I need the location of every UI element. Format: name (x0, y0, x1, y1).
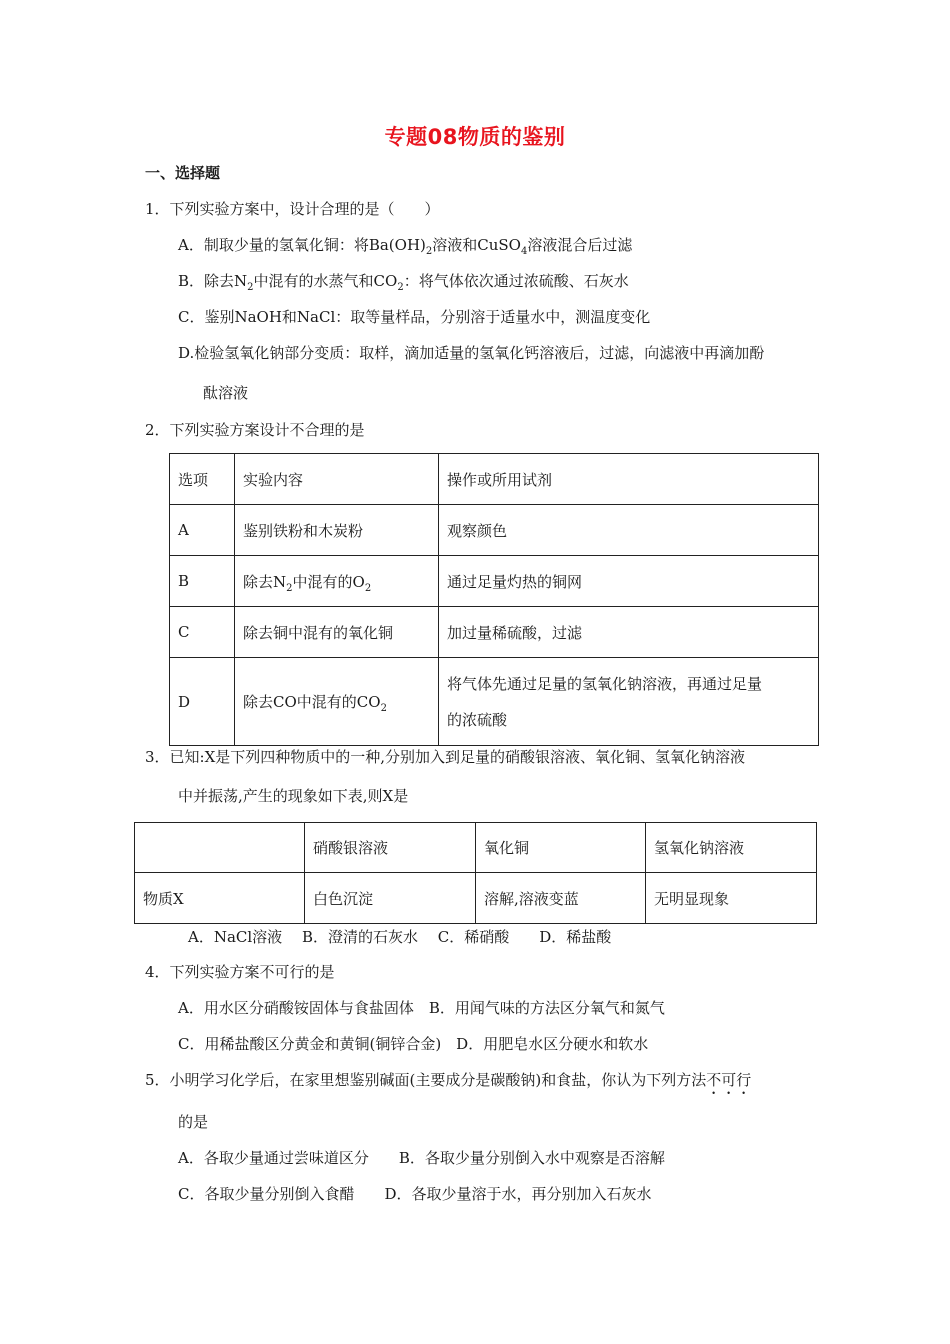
table-cell: 除去CO中混有的$CO_2$ (235, 658, 439, 746)
table-cell: 白色沉淀 (305, 873, 476, 924)
q3-options: A．NaCl溶液 B．澄清的石灰水 C．稀硝酸 D．稀盐酸 (188, 928, 612, 946)
table-cell: D (170, 658, 235, 746)
q4-stem: 4．下列实验方案不可行的是 (145, 963, 335, 981)
q5-stem-cont: 的是 (178, 1113, 209, 1131)
q2-table (169, 453, 819, 746)
table-cell: 物质X (135, 873, 305, 924)
page-title: 专题08物质的鉴别 (384, 125, 566, 149)
q1-option-b: B．除去$N_2$中混有的水蒸气和$CO_2$：将气体依次通过浓硫酸、石灰水 (178, 272, 629, 293)
table-cell: A (170, 505, 235, 556)
q1-option-a: A．制取少量的氢氧化铜：将$Ba(OH)_2$溶液和CuSO$_4$溶液混合后过滤 (178, 236, 633, 257)
table-header-cell (135, 823, 305, 873)
q1-option-d: D.检验氢氧化钠部分变质：取样，滴加适量的氢氧化钙溶液后，过滤，向滤液中再滴加酚 (178, 344, 765, 362)
q1-stem: 1．下列实验方案中，设计合理的是（ ） (145, 200, 440, 218)
q5-options-ab: A．各取少量通过尝味道区分 B．各取少量分别倒入水中观察是否溶解 (178, 1149, 665, 1167)
table-row (170, 607, 819, 658)
table-header-cell: 选项 (170, 454, 235, 505)
table-header-cell: 硝酸银溶液 (305, 823, 476, 873)
table-header-cell: 氢氧化钠溶液 (646, 823, 817, 873)
table-cell: 鉴别铁粉和木炭粉 (235, 505, 439, 556)
q4-options-ab: A．用水区分硝酸铵固体与食盐固体 B．用闻气味的方法区分氧气和氮气 (178, 999, 665, 1017)
table-header-cell: 操作或所用试剂 (439, 454, 819, 505)
q3-stem-cont: 中并振荡,产生的现象如下表,则X是 (178, 787, 409, 805)
q3-stem: 3．已知:X是下列四种物质中的一种,分别加入到足量的硝酸银溶液、氧化铜、氢氧化钠溶液 (145, 748, 746, 766)
table-row (170, 658, 819, 746)
table-cell: 通过足量灼热的铜网 (439, 556, 819, 607)
table-cell: 无明显现象 (646, 873, 817, 924)
table-cell: 将气体先通过足量的氢氧化钠溶液，再通过足量 的浓硫酸 (439, 658, 819, 746)
table-cell: 加过量稀硫酸，过滤 (439, 607, 819, 658)
q5-stem: 5．小明学习化学后，在家里想鉴别碱面(主要成分是碳酸钠)和食盐，你认为下列方法不可行 (145, 1071, 752, 1089)
table-header-row (135, 823, 817, 873)
q5-options-cd: C．各取少量分别倒入食醋 D．各取少量溶于水，再分别加入石灰水 (178, 1185, 652, 1203)
q1-option-c: C．鉴别NaOH和NaCl：取等量样品，分别溶于适量水中，测温度变化 (178, 308, 651, 326)
table-header-row (170, 454, 819, 505)
table-cell: 观察颜色 (439, 505, 819, 556)
table-row (135, 873, 817, 924)
table-row (170, 556, 819, 607)
table-cell: B (170, 556, 235, 607)
table-row (170, 505, 819, 556)
table-cell: 除去铜中混有的氧化铜 (235, 607, 439, 658)
section-heading: 一、选择题 (145, 164, 221, 182)
q1-option-d-cont: 酞溶液 (203, 384, 249, 402)
table-cell: 溶解,溶液变蓝 (476, 873, 646, 924)
q4-options-cd: C．用稀盐酸区分黄金和黄铜(铜锌合金) D．用肥皂水区分硬水和软水 (178, 1035, 649, 1053)
table-header-cell: 氧化铜 (476, 823, 646, 873)
table-cell: C (170, 607, 235, 658)
table-cell: 除去$N_2$中混有的$O_2$ (235, 556, 439, 607)
emphasis-text: 不可行 (706, 1071, 752, 1089)
q2-stem: 2．下列实验方案设计不合理的是 (145, 421, 365, 439)
table-header-cell: 实验内容 (235, 454, 439, 505)
q3-table (134, 822, 817, 924)
